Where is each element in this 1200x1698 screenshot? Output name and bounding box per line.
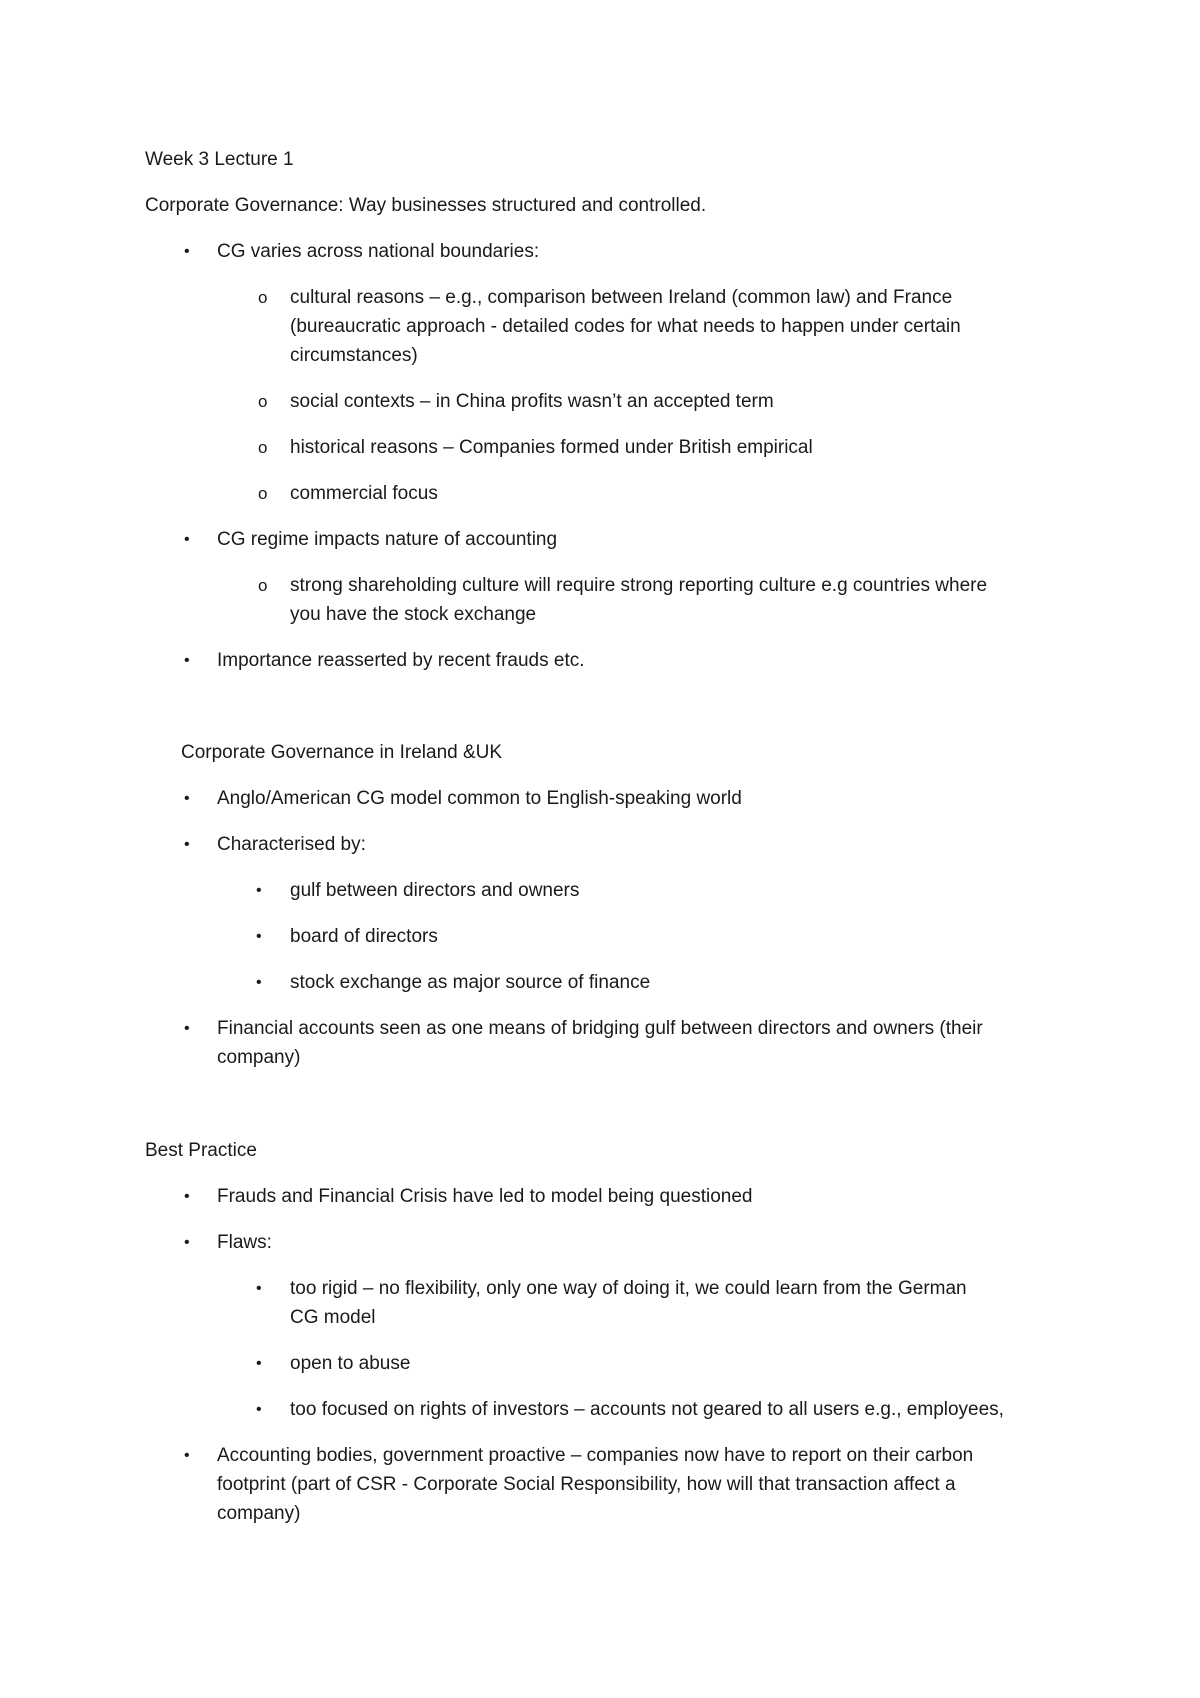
bullet-icon: •: [184, 531, 190, 548]
list-item-continued: company): [217, 1047, 301, 1068]
list-item: Anglo/American CG model common to English-speaking world: [217, 788, 742, 809]
bullet-icon: •: [184, 1020, 190, 1037]
sub-list-item: commercial focus: [290, 483, 438, 504]
bullet-icon: •: [184, 1447, 190, 1464]
list-item: Accounting bodies, government proactive – companies now have to report on their carbon: [217, 1445, 974, 1466]
list-item-continued: footprint (part of CSR - Corporate Social Responsibility, how will that transaction affect a: [217, 1474, 956, 1495]
sub-list-item: board of directors: [290, 926, 438, 947]
bullet-icon: •: [256, 882, 262, 899]
section-title: Best Practice: [145, 1140, 257, 1161]
sub-bullet-icon: o: [258, 438, 268, 457]
sub-list-item: stock exchange as major source of finance: [290, 972, 651, 993]
bullet-icon: •: [184, 243, 190, 260]
bullet-icon: •: [184, 1234, 190, 1251]
bullet-icon: •: [184, 652, 190, 669]
bullet-icon: •: [184, 790, 190, 807]
sub-list-item: cultural reasons – e.g., comparison between Ireland (common law) and France: [290, 287, 953, 308]
bullet-icon: •: [256, 1401, 262, 1418]
list-item: Importance reasserted by recent frauds etc.: [217, 650, 585, 671]
sub-list-item-continued: circumstances): [290, 345, 418, 366]
sub-list-item: open to abuse: [290, 1353, 411, 1374]
page-heading: Week 3 Lecture 1: [145, 149, 294, 170]
bullet-icon: •: [256, 1355, 262, 1372]
bullet-icon: •: [256, 1280, 262, 1297]
sub-list-item: too focused on rights of investors – accounts not geared to all users e.g., employees,: [290, 1399, 1004, 1420]
list-item: Flaws:: [217, 1232, 272, 1253]
sub-list-item: too rigid – no flexibility, only one way of doing it, we could learn from the German: [290, 1278, 967, 1299]
sub-list-item: gulf between directors and owners: [290, 880, 580, 901]
sub-list-item: strong shareholding culture will require strong reporting culture e.g countries where: [290, 575, 988, 596]
sub-bullet-icon: o: [258, 392, 268, 411]
sub-list-item: historical reasons – Companies formed under British empirical: [290, 437, 813, 458]
bullet-icon: •: [184, 1188, 190, 1205]
list-item-continued: company): [217, 1503, 301, 1524]
list-item: CG varies across national boundaries:: [217, 241, 540, 262]
sub-list-item: social contexts – in China profits wasn’t an accepted term: [290, 391, 774, 412]
bullet-icon: •: [256, 974, 262, 991]
sub-list-item-continued: you have the stock exchange: [290, 604, 537, 625]
list-item: CG regime impacts nature of accounting: [217, 529, 558, 550]
list-item: Financial accounts seen as one means of bridging gulf between directors and owners (their: [217, 1018, 983, 1039]
bullet-icon: •: [184, 836, 190, 853]
list-item: Characterised by:: [217, 834, 366, 855]
sub-bullet-icon: o: [258, 576, 268, 595]
bullet-icon: •: [256, 928, 262, 945]
sub-bullet-icon: o: [258, 484, 268, 503]
section-title: Corporate Governance in Ireland &UK: [181, 742, 503, 763]
cg-definition: Corporate Governance: Way businesses structured and controlled.: [145, 195, 707, 216]
sub-list-item-continued: (bureaucratic approach - detailed codes for what needs to happen under certain: [290, 316, 961, 337]
sub-bullet-icon: o: [258, 288, 268, 307]
list-item: Frauds and Financial Crisis have led to model being questioned: [217, 1186, 753, 1207]
sub-list-item-continued: CG model: [290, 1307, 376, 1328]
